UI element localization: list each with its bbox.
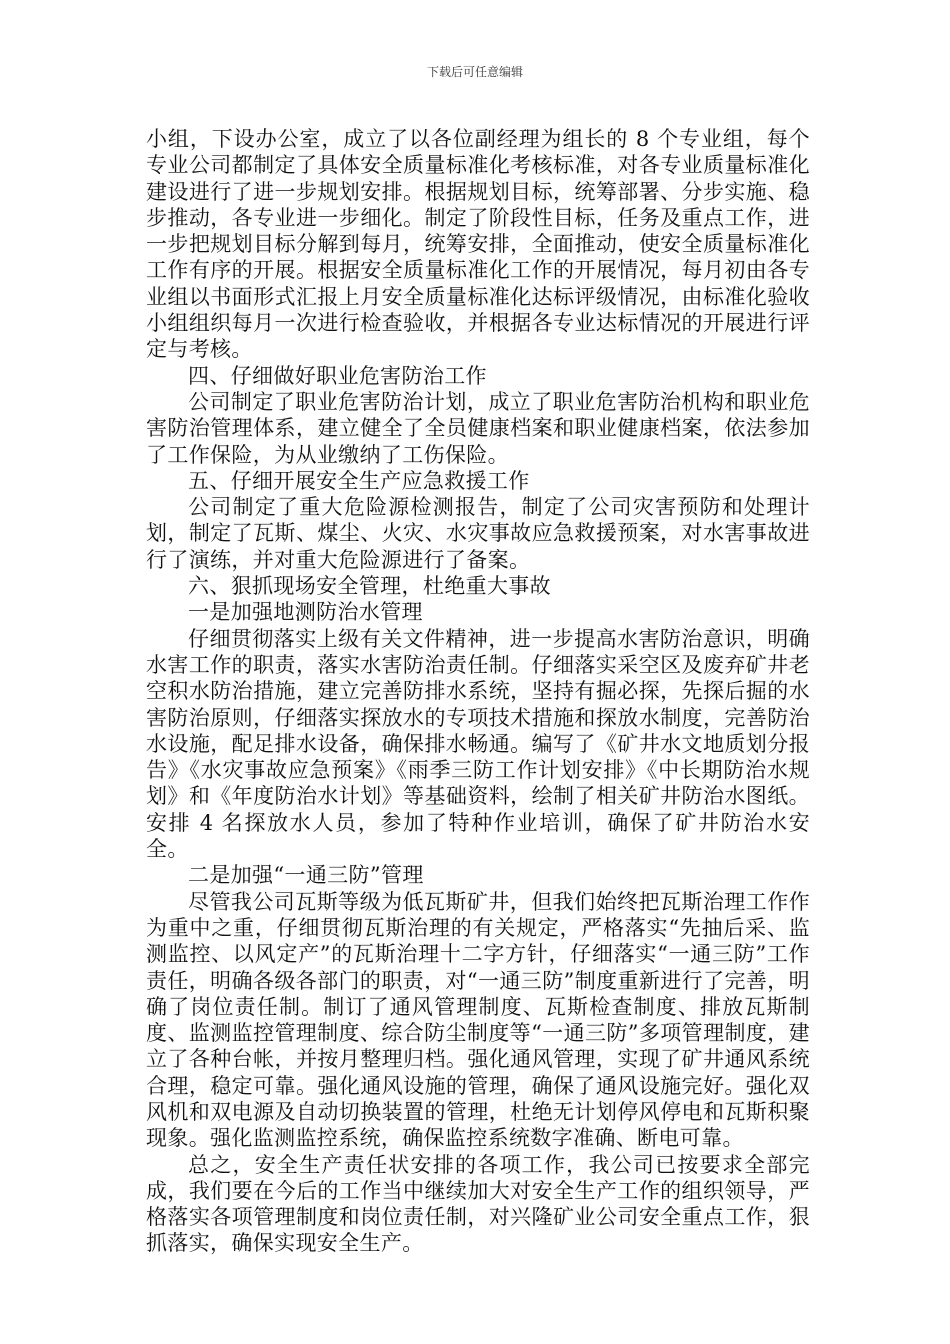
paragraph-emergency-rescue: 公司制定了重大危险源检测报告，制定了公司灾害预防和处理计划，制定了瓦斯、煤尘、火灾、水灾事故应急救援预案，对水害事故进行了演练，并对重大危险源进行了备案。: [146, 495, 810, 572]
section-heading-site-safety: 六、狠抓现场安全管理，杜绝重大事故: [188, 574, 551, 599]
section-heading-emergency-rescue: 五、仔细开展安全生产应急救援工作: [188, 468, 530, 493]
page-header: 下载后可任意编辑: [426, 65, 523, 79]
paragraph-occupational-hazard: 公司制定了职业危害防治计划，成立了职业危害防治机构和职业危害防治管理体系，建立健全了全员健康档案和职业健康档案，依法参加了工作保险，为从业缴纳了工伤保险。: [146, 389, 810, 467]
subheading-ventilation: 二是加强“一通三防”管理: [188, 863, 424, 888]
paragraph-conclusion: 总之，安全生产责任状安排的各项工作，我公司已按要求全部完成，我们要在今后的工作当中继续加大对安全生产工作的组织领导，严格落实各项管理制度和岗位责任制，对兴隆矿业公司安全重点工作，狠抓落实，确保实现安全生产。: [146, 1152, 810, 1256]
document-body: [146, 126, 810, 1257]
section-heading-occupational-hazard: 四、仔细做好职业危害防治工作: [188, 363, 487, 388]
paragraph-water-control: 仔细贯彻落实上级有关文件精神，进一步提高水害防治意识，明确水害工作的职责，落实水害防治责任制。仔细落实采空区及废弃矿井老空积水防治措施，建立完善防排水系统，坚持有掘必探，先探后掘的水害防治原则，仔细落实探放水的专项技术措施和探放水制度，完善防治水设施，配足排水设备，确保排水畅通。编写了《矿井水文地质划分报告》《水灾事故应急预案》《雨季三防工作计划安排》《中长期防治水规划》和《年度防治水计划》等基础资料，绘制了相关矿井防治水图纸。安排 4 名探放水人员，参加了特种作业培训，确保了矿井防治水安全。: [146, 626, 810, 862]
paragraph-ventilation: 尽管我公司瓦斯等级为低瓦斯矿井，但我们始终把瓦斯治理工作作为重中之重，仔细贯彻瓦斯治理的有关规定，严格落实“先抽后采、监测监控、以风定产”的瓦斯治理十二字方针，仔细落实“一通三防”工作责任，明确各级各部门的职责，对“一通三防”制度重新进行了完善，明确了岗位责任制。制订了通风管理制度、瓦斯检查制度、排放瓦斯制度、监测监控管理制度、综合防尘制度等“一通三防”多项管理制度，建立了各种台帐，并按月整理归档。强化通风管理，实现了矿井通风系统合理，稳定可靠。强化通风设施的管理，确保了通风设施完好。强化双风机和双电源及自动切换装置的管理，杜绝无计划停风停电和瓦斯积聚现象。强化监测监控系统，确保监控系统数字准确、断电可靠。: [146, 889, 810, 1151]
paragraph-standardization-continued: 小组，下设办公室，成立了以各位副经理为组长的 8 个专业组，每个专业公司都制定了具体安全质量标准化考核标准，对各专业质量标准化建设进行了进一步规划安排。根据规划目标，统筹部署、分步实施、稳步推动，各专业进一步细化。制定了阶段性目标，任务及重点工作，进一步把规划目标分解到每月，统筹安排，全面推动，使安全质量标准化工作有序的开展。根据安全质量标准化工作的开展情况，每月初由各专业组以书面形式汇报上月安全质量标准化达标评级情况，由标准化验收小组组织每月一次进行检查验收，并根据各专业达标情况的开展进行评定与考核。: [146, 127, 810, 362]
subheading-water-control: 一是加强地测防治水管理: [188, 600, 423, 625]
